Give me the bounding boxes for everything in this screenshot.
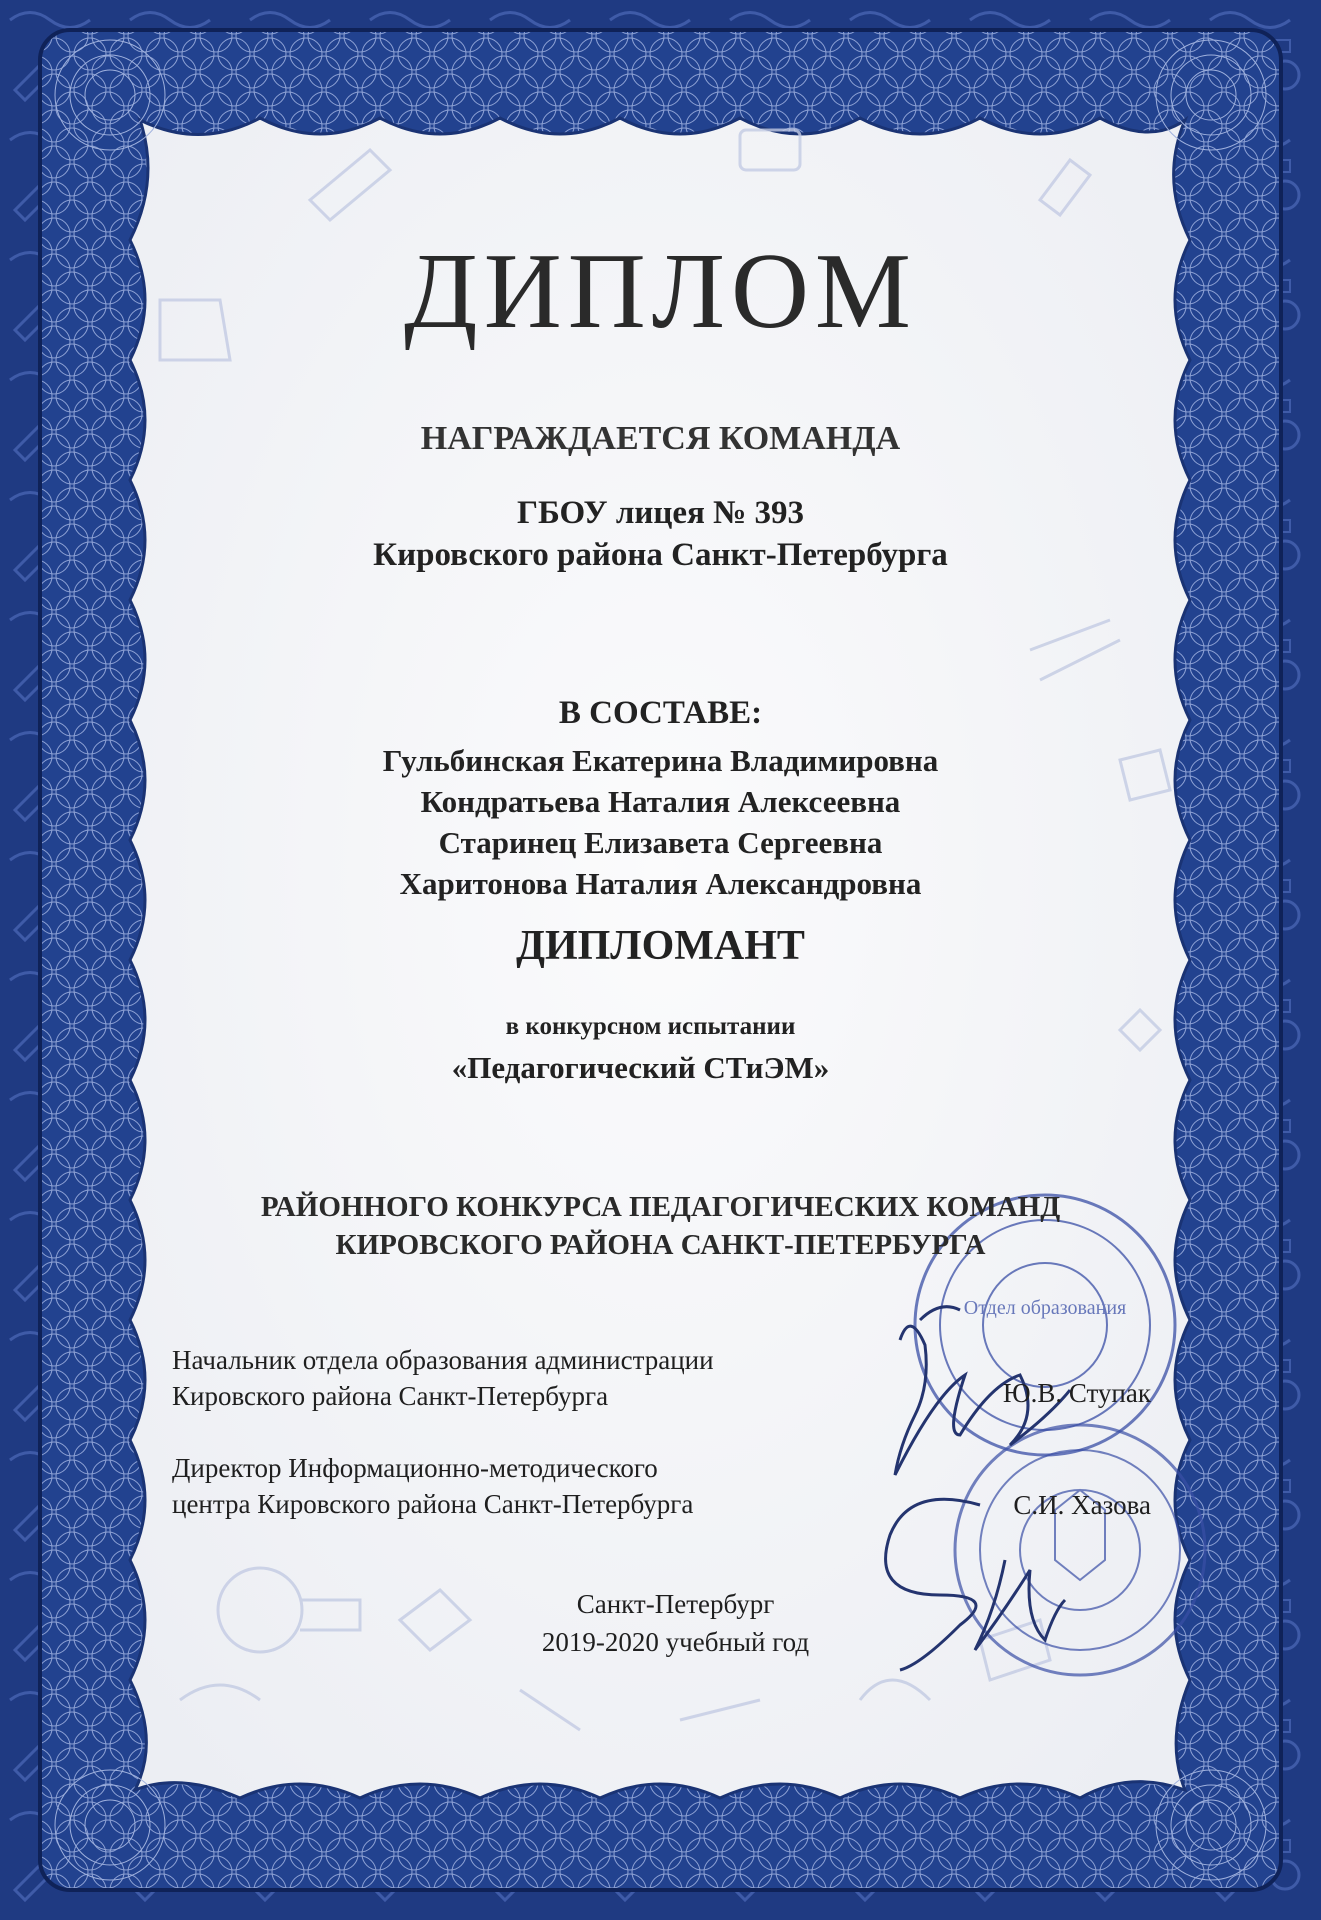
signatory-role-line: центра Кировского района Санкт-Петербурга bbox=[172, 1489, 694, 1519]
signatory-role-line: Начальник отдела образования администрации bbox=[172, 1345, 714, 1375]
contest-line: РАЙОННОГО КОНКУРСА ПЕДАГОГИЧЕСКИХ КОМАНД bbox=[260, 1191, 1061, 1223]
member-name: Харитонова Наталия Александровна bbox=[399, 866, 922, 901]
awarded-line: НАГРАЖДАЕТСЯ КОМАНДА bbox=[420, 420, 901, 457]
member-name: Гульбинская Екатерина Владимировна bbox=[382, 743, 939, 778]
member-name: Кондратьева Наталия Алексеевна bbox=[420, 784, 901, 819]
signatory-2-role bbox=[172, 1450, 693, 1522]
place-and-year bbox=[15, 1585, 1321, 1661]
organization-line: ГБОУ лицея № 393 bbox=[516, 495, 805, 531]
school-year: 2019-2020 учебный год bbox=[541, 1627, 810, 1657]
organization bbox=[0, 492, 1321, 576]
nomination-name: «Педагогический СТиЭМ» bbox=[451, 1050, 830, 1085]
signatory-role-line: Кировского района Санкт-Петербурга bbox=[172, 1381, 609, 1411]
nomination-prefix: в конкурсном испытании bbox=[505, 1013, 796, 1040]
composition-label: В СОСТАВЕ: bbox=[558, 695, 763, 731]
place-city: Санкт-Петербург bbox=[576, 1589, 775, 1619]
diploma-title: ДИПЛОМ bbox=[404, 232, 917, 351]
members-list bbox=[0, 740, 1321, 904]
organization-line: Кировского района Санкт-Петербурга bbox=[373, 537, 948, 573]
stamp-1-text: Отдел образования bbox=[963, 1297, 1127, 1319]
signatory-role-line: Директор Информационно-методического bbox=[172, 1453, 658, 1483]
contest-name bbox=[0, 1188, 1321, 1264]
signatory-1-name: Ю.В. Ступак bbox=[1002, 1378, 1151, 1408]
award-title: ДИПЛОМАНТ bbox=[516, 923, 805, 969]
contest-line: КИРОВСКОГО РАЙОНА САНКТ-ПЕТЕРБУРГА bbox=[335, 1229, 986, 1261]
member-name: Старинец Елизавета Сергеевна bbox=[438, 825, 883, 860]
signatory-2-name: С.И. Хазова bbox=[1013, 1490, 1151, 1520]
signatory-1-role bbox=[172, 1342, 714, 1414]
